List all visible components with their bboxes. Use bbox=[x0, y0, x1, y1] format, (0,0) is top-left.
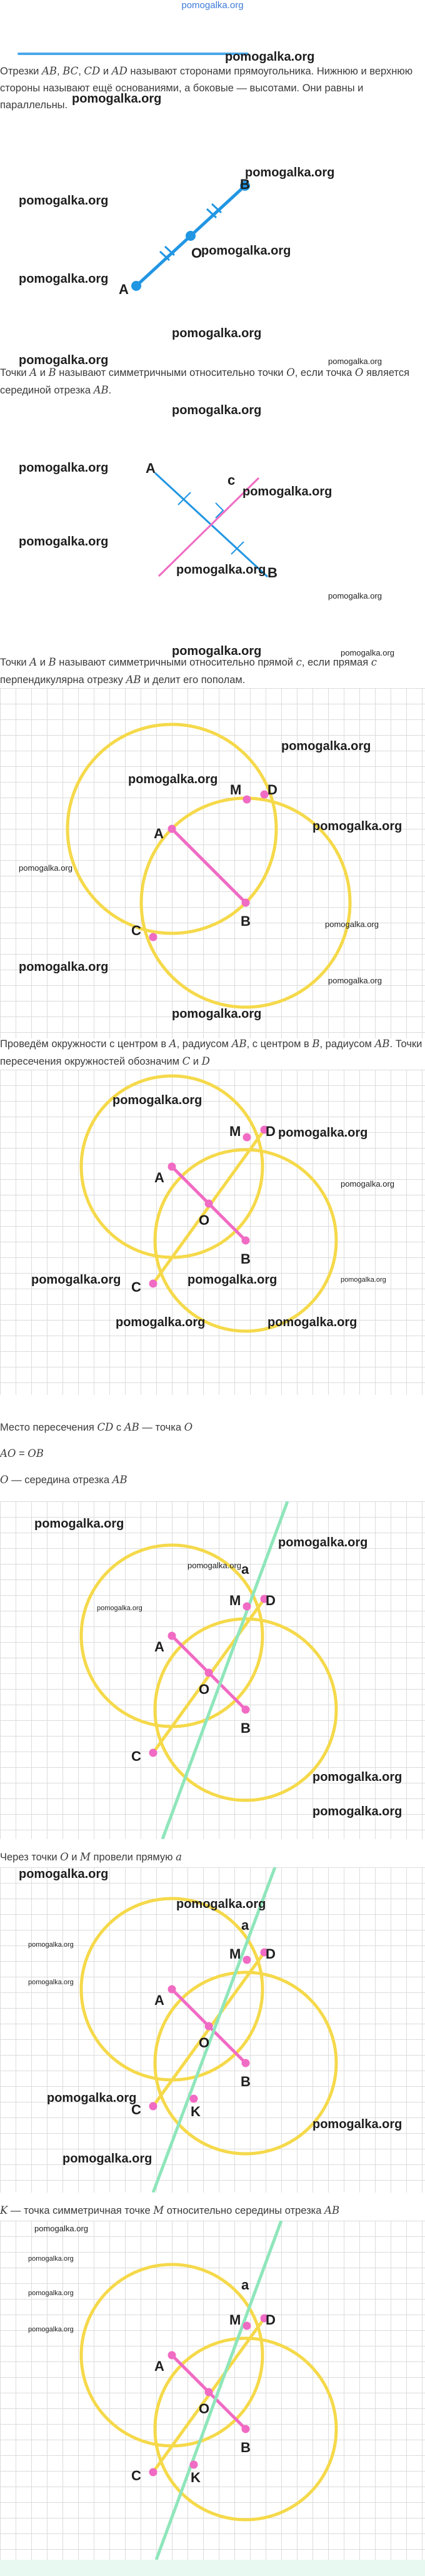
footer-band bbox=[0, 2560, 425, 2576]
paragraph-line-symmetry: Точки A и B называют симметричными относительно прямой c, если прямая c перпендикулярна отрезку AB и делит его пополам. bbox=[0, 656, 377, 686]
svg-text:M: M bbox=[229, 1593, 241, 1608]
svg-text:B: B bbox=[241, 913, 251, 929]
svg-text:O: O bbox=[199, 2401, 210, 2416]
svg-text:a: a bbox=[241, 1917, 249, 1933]
watermark: pomogalka.org bbox=[19, 535, 109, 549]
label-A: A bbox=[146, 460, 156, 476]
svg-text:B: B bbox=[241, 1251, 251, 1267]
point-A bbox=[131, 281, 141, 291]
paragraph-intersection-O: Место пересечения CD с AB — точка O bbox=[0, 1421, 193, 1433]
watermark: pomogalka.org bbox=[19, 1867, 109, 1881]
svg-text:D: D bbox=[266, 1946, 276, 1962]
svg-text:C: C bbox=[131, 1748, 141, 1764]
watermark: pomogalka.org bbox=[34, 1517, 124, 1531]
svg-text:C: C bbox=[131, 2468, 141, 2483]
svg-text:B: B bbox=[241, 1720, 251, 1736]
watermark: pomogalka.org bbox=[172, 1007, 262, 1021]
watermark: pomogalka.org bbox=[268, 1316, 358, 1329]
watermark: pomogalka.org bbox=[28, 2289, 74, 2297]
watermark: pomogalka.org bbox=[116, 1316, 206, 1329]
watermark: pomogalka.org bbox=[312, 819, 402, 833]
watermark: pomogalka.org bbox=[188, 1273, 278, 1287]
svg-text:B: B bbox=[241, 2440, 251, 2455]
watermark: pomogalka.org bbox=[281, 739, 371, 753]
watermark: pomogalka.org bbox=[188, 1561, 241, 1570]
watermark: pomogalka.org bbox=[341, 1179, 394, 1189]
watermark: pomogalka.org bbox=[19, 863, 72, 873]
watermark: pomogalka.org bbox=[242, 485, 332, 499]
figure-final bbox=[0, 2221, 425, 2560]
figure-line-a bbox=[0, 1501, 425, 1839]
watermark: pomogalka.org bbox=[97, 1605, 142, 1612]
svg-text:B: B bbox=[241, 2074, 251, 2089]
watermark: pomogalka.org bbox=[28, 2326, 74, 2333]
watermark: pomogalka.org bbox=[112, 1093, 202, 1107]
watermark: pomogalka.org bbox=[225, 50, 315, 64]
label-O: O bbox=[191, 245, 202, 261]
figure-point-K bbox=[0, 1867, 425, 2193]
svg-text:M: M bbox=[229, 1946, 241, 1962]
paragraph-line-OM: Через точки O и M провели прямую a bbox=[0, 1851, 182, 1863]
watermark: pomogalka.org bbox=[128, 773, 218, 786]
watermark: pomogalka.org bbox=[176, 1897, 266, 1911]
watermark: pomogalka.org bbox=[176, 563, 266, 577]
figure-point-symmetry bbox=[0, 150, 425, 350]
svg-text:D: D bbox=[268, 782, 278, 798]
svg-text:C: C bbox=[131, 923, 141, 938]
watermark: pomogalka.org bbox=[62, 2152, 152, 2166]
svg-text:A: A bbox=[154, 826, 164, 841]
watermark: pomogalka.org bbox=[312, 2117, 402, 2131]
svg-text:A: A bbox=[154, 1992, 164, 2008]
svg-text:O: O bbox=[199, 1212, 210, 1228]
svg-text:C: C bbox=[131, 2102, 141, 2117]
svg-text:O: O bbox=[199, 2035, 210, 2051]
final-diagram bbox=[0, 2221, 425, 2560]
watermark: pomogalka.org bbox=[341, 648, 394, 657]
svg-text:a: a bbox=[241, 1561, 249, 1577]
watermark: pomogalka.org bbox=[172, 327, 262, 340]
svg-text:M: M bbox=[229, 2312, 241, 2328]
watermark: pomogalka.org bbox=[19, 461, 109, 475]
line-a-diagram bbox=[0, 1501, 425, 1839]
equation-AO-OB: AO = OB bbox=[0, 1448, 44, 1459]
header-divider bbox=[18, 53, 249, 55]
point-O bbox=[186, 231, 196, 241]
figure-circles-CD bbox=[0, 1070, 425, 1395]
watermark: pomogalka.org bbox=[31, 1273, 121, 1287]
svg-text:A: A bbox=[154, 2358, 164, 2374]
point-k-diagram bbox=[0, 1867, 425, 2193]
watermark: pomogalka.org bbox=[28, 1979, 74, 1986]
watermark: pomogalka.org bbox=[278, 1126, 368, 1140]
watermark: pomogalka.org bbox=[28, 2255, 74, 2263]
paragraph-rectangle-sides: Отрезки AB, BC, CD и AD называют сторонами прямоугольника. Нижнюю и верхнюю стороны называют ещё основаниями, а боковые — высотами. Они равны и параллельны. bbox=[0, 65, 413, 111]
paragraph-draw-circles: Проведём окружности с центром в A, радиусом AB, с центром в B, радиусом AB. Точки пересечения окружностей обозначим C и D bbox=[0, 1038, 422, 1067]
watermark: pomogalka.org bbox=[245, 166, 335, 180]
watermark: pomogalka.org bbox=[172, 644, 262, 658]
paragraph-point-symmetry: Точки A и B называют симметричными относительно точки O, если точка O является серединой отрезка AB. bbox=[0, 367, 410, 396]
watermark: pomogalka.org bbox=[19, 272, 109, 286]
svg-text:A: A bbox=[154, 1170, 164, 1185]
svg-text:K: K bbox=[191, 2104, 201, 2119]
watermark: pomogalka.org bbox=[325, 920, 379, 929]
watermark: pomogalka.org bbox=[172, 403, 262, 417]
watermark: pomogalka.org bbox=[28, 1941, 74, 1949]
label-B: B bbox=[240, 176, 250, 192]
watermark: pomogalka.org bbox=[72, 92, 162, 106]
figure-two-circles bbox=[0, 688, 425, 1038]
watermark: pomogalka.org bbox=[19, 353, 109, 367]
svg-text:K: K bbox=[191, 2470, 201, 2485]
watermark: pomogalka.org bbox=[312, 1770, 402, 1784]
svg-text:M: M bbox=[230, 782, 242, 798]
svg-text:D: D bbox=[266, 1593, 276, 1608]
watermark: pomogalka.org bbox=[328, 591, 382, 601]
watermark: pomogalka.org bbox=[312, 1805, 402, 1818]
circles-cd-diagram bbox=[0, 1070, 425, 1395]
paragraph-point-K: K — точка симметричная точке M относительно середины отрезка AB bbox=[0, 2204, 340, 2216]
site-logo[interactable]: pomogalka.org bbox=[181, 0, 244, 11]
watermark: pomogalka.org bbox=[328, 976, 382, 985]
watermark: pomogalka.org bbox=[19, 960, 109, 974]
label-c: c bbox=[228, 472, 236, 488]
svg-text:C: C bbox=[131, 1279, 141, 1295]
paragraph-midpoint-O: O — середина отрезка AB bbox=[0, 1474, 128, 1486]
svg-text:a: a bbox=[241, 2277, 249, 2293]
watermark: pomogalka.org bbox=[19, 194, 109, 208]
watermark: pomogalka.org bbox=[278, 1536, 368, 1549]
svg-text:D: D bbox=[266, 2312, 276, 2328]
watermark: pomogalka.org bbox=[201, 244, 291, 258]
watermark: pomogalka.org bbox=[328, 357, 382, 366]
label-A: A bbox=[119, 281, 129, 297]
watermark: pomogalka.org bbox=[34, 2224, 88, 2233]
svg-text:D: D bbox=[266, 1123, 276, 1139]
watermark: pomogalka.org bbox=[341, 1276, 386, 1284]
watermark: pomogalka.org bbox=[47, 2091, 137, 2105]
svg-text:O: O bbox=[199, 1681, 210, 1697]
figure-line-symmetry bbox=[0, 425, 425, 658]
svg-text:M: M bbox=[229, 1123, 241, 1139]
svg-text:A: A bbox=[154, 1639, 164, 1655]
label-B: B bbox=[268, 565, 278, 581]
